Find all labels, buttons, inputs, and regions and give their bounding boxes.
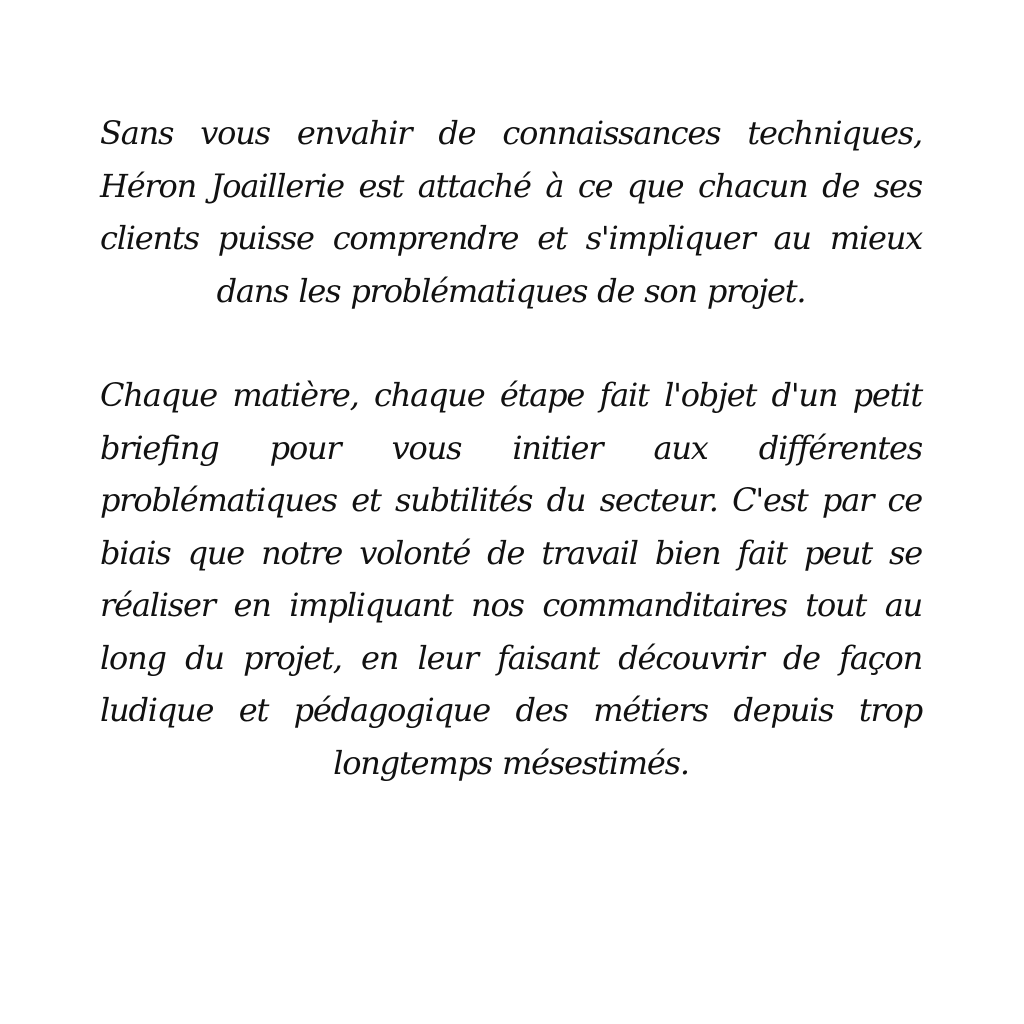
paragraph-intro: Sans vous envahir de connaissances techniques, Héron Joaillerie est attaché à ce que chacun de ses clients puisse comprendre et s'impliquer au mieux dans les problématiques de son projet. — [100, 114, 922, 310]
text-block — [100, 107, 922, 789]
paragraph-briefing: Chaque matière, chaque étape fait l'objet d'un petit briefing pour vous initier aux différentes problématiques et subtilités du secteur. C'est par ce biais que notre volonté de travail bien fait peut se réaliser en impliquant nos commanditaires tout au long du projet, en leur faisant découvrir de façon ludique et pédagogique des métiers depuis trop longtemps mésestimés. — [100, 376, 922, 782]
